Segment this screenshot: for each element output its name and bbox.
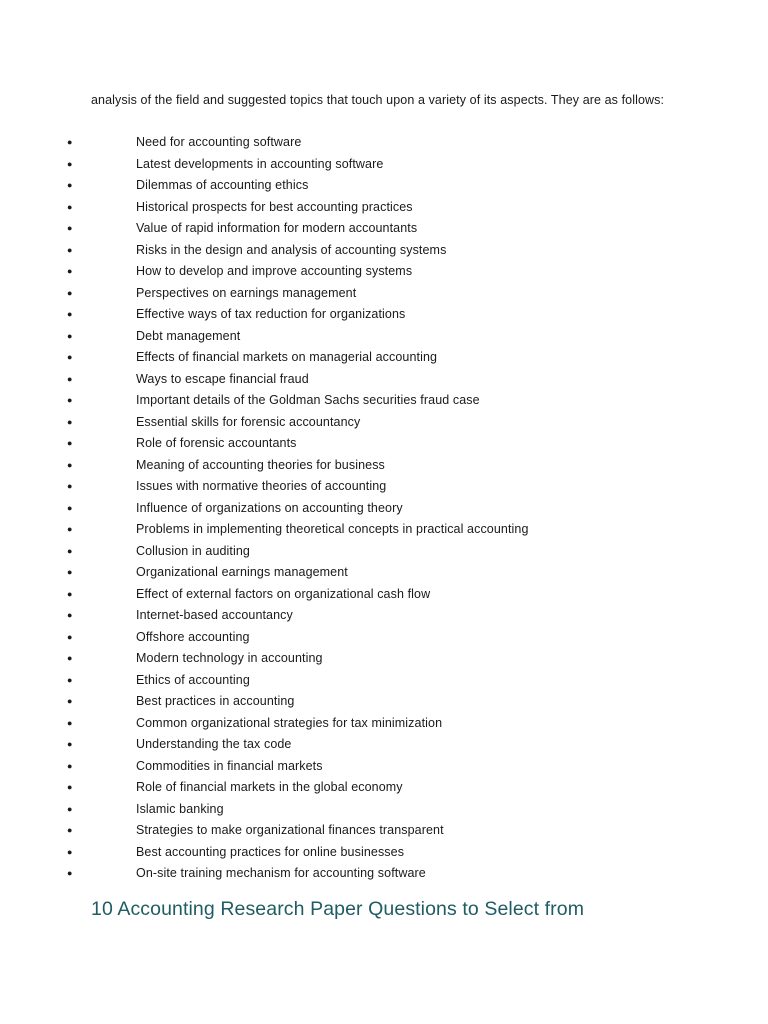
bullet-icon: ● bbox=[67, 545, 73, 556]
list-item-text: Need for accounting software bbox=[136, 135, 302, 149]
bullet-icon: ● bbox=[67, 244, 73, 255]
list-item-text: Latest developments in accounting software bbox=[136, 156, 384, 171]
bullet-icon: ● bbox=[67, 846, 73, 857]
list-item bbox=[0, 218, 768, 240]
bullet-icon: ● bbox=[67, 760, 73, 771]
bullet-icon: ● bbox=[67, 868, 73, 878]
bullet-icon: ● bbox=[67, 201, 73, 212]
list-item-text: Organizational earnings management bbox=[136, 565, 348, 579]
bullet-icon: ● bbox=[67, 631, 73, 642]
list-item bbox=[0, 605, 768, 627]
list-item-text: Meaning of accounting theories for business bbox=[136, 457, 385, 472]
bullet-icon: ● bbox=[67, 717, 73, 728]
bullet-icon: ● bbox=[67, 373, 73, 384]
list-item-text: Common organizational strategies for tax minimization bbox=[136, 715, 443, 730]
bullet-icon: ● bbox=[67, 739, 73, 749]
list-item-text: Best accounting practices for online businesses bbox=[136, 844, 405, 859]
list-item-text: Effect of external factors on organizational cash flow bbox=[136, 586, 431, 601]
list-item bbox=[0, 261, 768, 283]
list-item bbox=[0, 842, 768, 864]
list-item-text: Internet-based accountancy bbox=[136, 608, 293, 622]
bullet-icon: ● bbox=[67, 223, 73, 233]
bullet-icon: ● bbox=[67, 395, 73, 405]
list-item-text: Offshore accounting bbox=[136, 629, 250, 644]
list-item-text: Commodities in financial markets bbox=[136, 758, 323, 773]
bullet-icon: ● bbox=[67, 782, 73, 792]
list-item bbox=[0, 562, 768, 584]
bullet-icon: ● bbox=[67, 180, 73, 190]
bullet-icon: ● bbox=[67, 352, 73, 362]
list-item-text: Ethics of accounting bbox=[136, 672, 250, 687]
list-item bbox=[0, 240, 768, 262]
list-item-text: On-site training mechanism for accounting software bbox=[136, 866, 426, 880]
list-item bbox=[0, 369, 768, 391]
bullet-icon: ● bbox=[67, 610, 73, 620]
bullet-icon: ● bbox=[67, 524, 73, 534]
list-item bbox=[0, 756, 768, 778]
bullet-icon: ● bbox=[67, 438, 73, 448]
list-item-text: Dilemmas of accounting ethics bbox=[136, 178, 309, 192]
intro-paragraph: analysis of the field and suggested topics that touch upon a variety of its aspects. They are as follows: bbox=[91, 93, 665, 107]
bullet-icon: ● bbox=[67, 137, 73, 147]
list-item bbox=[0, 627, 768, 649]
list-item bbox=[0, 175, 768, 197]
list-item bbox=[0, 304, 768, 326]
bullet-icon: ● bbox=[67, 588, 73, 599]
bullet-icon: ● bbox=[67, 158, 73, 169]
list-item-text: Risks in the design and analysis of accounting systems bbox=[136, 242, 447, 257]
list-item-text: Islamic banking bbox=[136, 801, 224, 816]
list-item bbox=[0, 390, 768, 412]
list-item-text: Issues with normative theories of accounting bbox=[136, 479, 387, 493]
bullet-icon: ● bbox=[67, 696, 73, 706]
list-item bbox=[0, 476, 768, 498]
list-item-text: Collusion in auditing bbox=[136, 543, 250, 558]
bullet-icon: ● bbox=[67, 502, 73, 513]
list-item bbox=[0, 648, 768, 670]
list-item bbox=[0, 154, 768, 176]
bullet-icon: ● bbox=[67, 330, 73, 341]
list-item bbox=[0, 433, 768, 455]
section-heading: 10 Accounting Research Paper Questions to Select from bbox=[91, 898, 585, 920]
list-item bbox=[0, 670, 768, 692]
bullet-icon: ● bbox=[67, 416, 73, 427]
list-item-text: Ways to escape financial fraud bbox=[136, 371, 309, 386]
list-item-text: Value of rapid information for modern accountants bbox=[136, 221, 418, 235]
list-item bbox=[0, 412, 768, 434]
list-item bbox=[0, 820, 768, 842]
list-item bbox=[0, 455, 768, 477]
bullet-icon: ● bbox=[67, 567, 73, 577]
bullet-icon: ● bbox=[67, 266, 73, 276]
list-item bbox=[0, 519, 768, 541]
bullet-icon: ● bbox=[67, 803, 73, 814]
list-item-text: Role of financial markets in the global economy bbox=[136, 780, 403, 794]
list-item bbox=[0, 584, 768, 606]
list-item-text: Influence of organizations on accounting theory bbox=[136, 500, 403, 515]
bullet-icon: ● bbox=[67, 287, 73, 298]
list-item-text: Problems in implementing theoretical concepts in practical accounting bbox=[136, 522, 529, 536]
topic-list bbox=[0, 132, 768, 885]
list-item bbox=[0, 863, 768, 885]
list-item bbox=[0, 734, 768, 756]
bullet-icon: ● bbox=[67, 459, 73, 470]
bullet-icon: ● bbox=[67, 309, 73, 319]
list-item-text: Modern technology in accounting bbox=[136, 651, 323, 665]
bullet-icon: ● bbox=[67, 653, 73, 663]
list-item-text: Historical prospects for best accounting practices bbox=[136, 199, 413, 214]
list-item-text: Strategies to make organizational finances transparent bbox=[136, 823, 444, 837]
list-item bbox=[0, 541, 768, 563]
list-item bbox=[0, 347, 768, 369]
list-item bbox=[0, 326, 768, 348]
list-item bbox=[0, 777, 768, 799]
bullet-icon: ● bbox=[67, 481, 73, 491]
list-item bbox=[0, 197, 768, 219]
list-item bbox=[0, 498, 768, 520]
list-item bbox=[0, 799, 768, 821]
list-item-text: Best practices in accounting bbox=[136, 694, 295, 708]
list-item-text: Role of forensic accountants bbox=[136, 436, 297, 450]
list-item-text: How to develop and improve accounting systems bbox=[136, 264, 413, 278]
list-item-text: Important details of the Goldman Sachs securities fraud case bbox=[136, 393, 480, 407]
bullet-icon: ● bbox=[67, 674, 73, 685]
list-item-text: Understanding the tax code bbox=[136, 737, 292, 751]
list-item bbox=[0, 691, 768, 713]
list-item-text: Debt management bbox=[136, 328, 241, 343]
list-item bbox=[0, 713, 768, 735]
list-item-text: Essential skills for forensic accountancy bbox=[136, 414, 361, 429]
list-item-text: Effective ways of tax reduction for organizations bbox=[136, 307, 406, 321]
list-item bbox=[0, 283, 768, 305]
list-item-text: Perspectives on earnings management bbox=[136, 285, 357, 300]
list-item bbox=[0, 132, 768, 154]
list-item-text: Effects of financial markets on managerial accounting bbox=[136, 350, 438, 364]
bullet-icon: ● bbox=[67, 825, 73, 835]
